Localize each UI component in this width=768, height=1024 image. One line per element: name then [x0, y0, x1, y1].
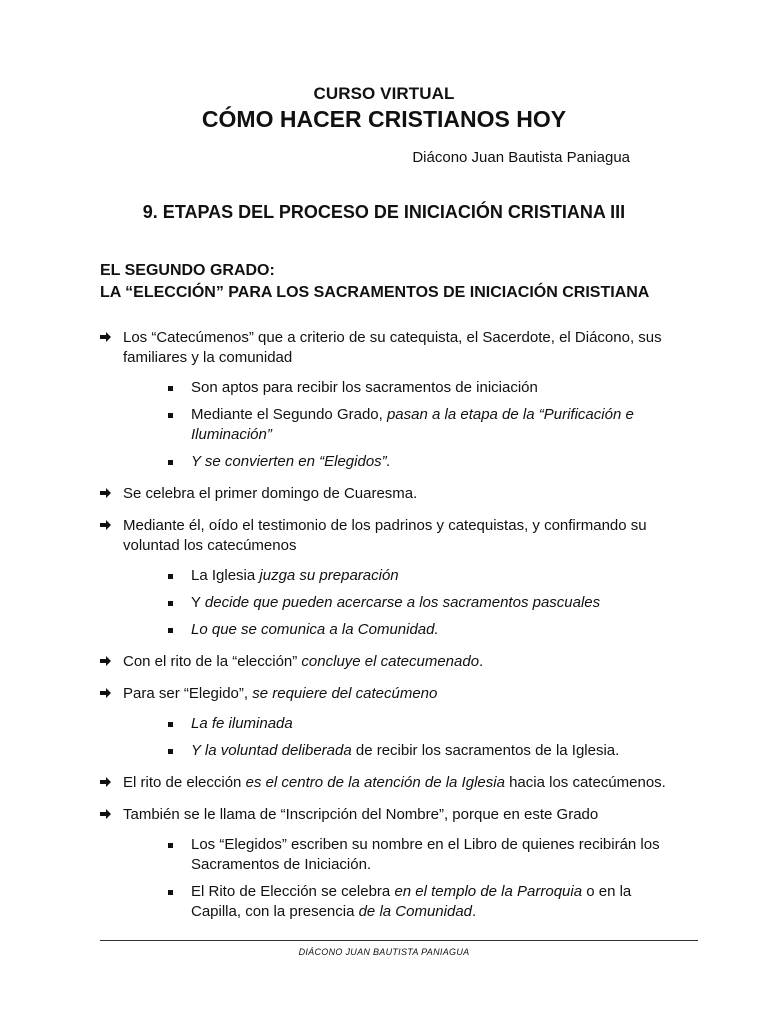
subheading-election: LA “ELECCIÓN” PARA LOS SACRAMENTOS DE INICIACIÓN CRISTIANA [100, 284, 650, 301]
list-item [100, 328, 680, 472]
sub-item-emphasis: de la Comunidad [358, 903, 473, 920]
sub-item-text: Los “Elegidos” escriben su nombre en el Libro de quienes recibirán los Sacramentos de Iniciación. [191, 836, 660, 873]
arrow-bullet-icon [100, 776, 112, 788]
square-bullet-icon [168, 722, 173, 727]
sub-item-text: . [472, 903, 477, 920]
arrow-bullet-icon [100, 519, 112, 531]
sub-list [123, 566, 680, 640]
section-title: 9. ETAPAS DEL PROCESO DE INICIACIÓN CRISTIANA III [142, 202, 626, 222]
list-item-emphasis: concluye el catecumenado [301, 653, 480, 670]
subheading-grade: EL SEGUNDO GRADO: [100, 262, 275, 279]
footer-author: DIÁCONO JUAN BAUTISTA PANIAGUA [298, 947, 470, 957]
arrow-bullet-icon [100, 808, 112, 820]
sub-item-emphasis: pasan a la etapa de la “Purificación e Iluminación” [191, 406, 634, 443]
square-bullet-icon [168, 749, 173, 754]
bullet-list [100, 328, 680, 934]
square-bullet-icon [168, 460, 173, 465]
sub-list [123, 714, 680, 761]
sub-item-text: La Iglesia [191, 567, 260, 584]
arrow-bullet-icon [100, 487, 112, 499]
course-title: CÓMO HACER CRISTIANOS HOY [201, 106, 567, 132]
list-item-text: Los “Catecúmenos” que a criterio de su catequista, el Sacerdote, el Diácono, sus familiares y la comunidad [123, 329, 662, 366]
sub-list [123, 378, 680, 472]
course-label: CURSO VIRTUAL [313, 84, 455, 103]
list-item [100, 684, 680, 761]
sub-list-item [123, 882, 680, 922]
sub-item-emphasis: juzga su preparación [259, 567, 399, 584]
sub-item-text: Y [191, 594, 205, 611]
list-item-text: Con el rito de la “elección” [123, 653, 302, 670]
sub-item-emphasis: Y se convierten en “Elegidos”. [191, 453, 391, 470]
list-item-text: Para ser “Elegido”, [123, 685, 253, 702]
sub-list-item [123, 835, 680, 875]
sub-list-item [123, 620, 680, 640]
sub-list-item [123, 566, 680, 586]
list-item [100, 484, 680, 504]
sub-list-item [123, 593, 680, 613]
sub-list [123, 835, 680, 922]
list-item [100, 516, 680, 640]
list-item [100, 652, 680, 672]
sub-list-item [123, 378, 680, 398]
author-name: Diácono Juan Bautista Paniagua [412, 149, 630, 166]
list-item [100, 805, 680, 922]
arrow-bullet-icon [100, 331, 112, 343]
sub-item-text: El Rito de Elección se celebra [191, 883, 395, 900]
sub-item-text: de recibir los sacramentos de la Iglesia. [351, 742, 620, 759]
square-bullet-icon [168, 386, 173, 391]
arrow-bullet-icon [100, 687, 112, 699]
sub-item-emphasis: en el templo de la Parroquia [394, 883, 583, 900]
sub-list-item [123, 405, 680, 445]
sub-item-emphasis: decide que pueden acercarse a los sacramentos pascuales [204, 594, 601, 611]
sub-item-text: Son aptos para recibir los sacramentos de iniciación [191, 379, 538, 396]
square-bullet-icon [168, 628, 173, 633]
square-bullet-icon [168, 413, 173, 418]
square-bullet-icon [168, 843, 173, 848]
list-item-text: También se le llama de “Inscripción del Nombre”, porque en este Grado [123, 806, 599, 823]
arrow-bullet-icon [100, 655, 112, 667]
list-item-text-end: hacia los catecúmenos. [504, 774, 666, 791]
list-item-emphasis: se requiere del catecúmeno [252, 685, 438, 702]
sub-list-item [123, 452, 680, 472]
list-item [100, 773, 680, 793]
sub-item-text: Mediante el Segundo Grado, [191, 406, 387, 423]
list-item-emphasis: es el centro de la atención de la Iglesia [245, 774, 505, 791]
sub-list-item [123, 714, 680, 734]
list-item-text: Mediante él, oído el testimonio de los padrinos y catequistas, y confirmando su voluntad los catecúmenos [123, 517, 647, 554]
list-item-text: Se celebra el primer domingo de Cuaresma. [123, 485, 418, 502]
sub-item-emphasis: Lo que se comunica a la Comunidad. [191, 621, 439, 638]
square-bullet-icon [168, 890, 173, 895]
sub-list-item [123, 741, 680, 761]
sub-item-text: o en la Capilla, con la presencia [191, 883, 632, 920]
list-item-text: El rito de elección [123, 774, 246, 791]
list-item-text-end: . [479, 653, 484, 670]
square-bullet-icon [168, 574, 173, 579]
sub-item-emphasis: Y la voluntad deliberada [191, 742, 352, 759]
square-bullet-icon [168, 601, 173, 606]
footer-divider [100, 940, 698, 941]
sub-item-emphasis: La fe iluminada [191, 715, 293, 732]
